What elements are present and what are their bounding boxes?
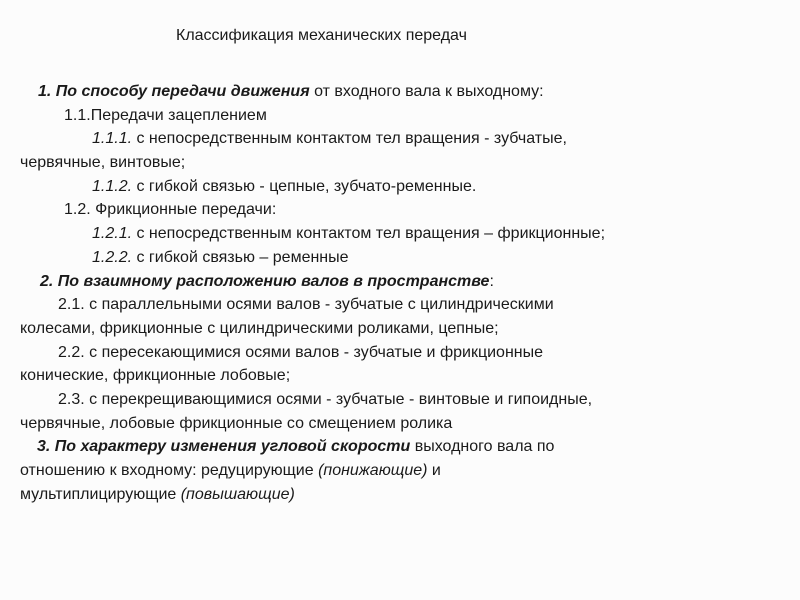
item-1-1-2-number: 1.1.2. [92, 177, 133, 195]
section-3-line-3-text: мультиплицирующие [20, 485, 181, 503]
item-1-1-2 [20, 175, 780, 199]
item-2-1: 2.1. с параллельными осями валов - зубчатые с цилиндрическими [58, 296, 554, 314]
slide-title: Классификация механических передач [176, 27, 467, 44]
section-1-heading [20, 80, 780, 104]
item-1-1-1-number: 1.1.1. [92, 130, 133, 148]
item-2-2: 2.2. с пересекающимися осями валов - зубчатые и фрикционные [58, 343, 544, 361]
section-1-emphasis: По способу передачи движения [55, 83, 310, 100]
item-2-3-continuation: червячные, лобовые фрикционные со смещением ролика [20, 414, 453, 432]
item-1-2-1-number: 1.2.1. [92, 225, 133, 243]
item-1-1-1 [20, 127, 780, 151]
item-1-2-2-text: с гибкой связью – ременные [132, 248, 349, 266]
section-2-heading [20, 270, 780, 294]
item-1-2-2-number: 1.2.2. [92, 248, 133, 266]
section-3-line-2-text: отношению к входному: редуцирующие [20, 462, 319, 479]
classification-list [20, 80, 780, 506]
section-1-number: 1. [38, 83, 56, 100]
item-2-2-continuation: конические, фрикционные лобовые; [20, 367, 291, 385]
item-1-1-1-continuation: червячные, винтовые; [20, 154, 186, 172]
section-1-rest: от входного вала к выходному: [309, 83, 544, 100]
item-1-1-1-text: с непосредственным контактом тел вращения - зубчатые, [132, 130, 567, 148]
section-3-heading [20, 435, 780, 459]
item-2-1-continuation: колесами, фрикционные с цилиндрическими роликами, цепные; [20, 319, 499, 337]
item-1-2-1 [20, 222, 780, 246]
section-3-line-3-emphasis: (повышающие) [180, 485, 295, 503]
item-1-2: 1.2. Фрикционные передачи: [64, 201, 277, 219]
section-2-emphasis: 2. По взаимному расположению валов в пространстве [40, 272, 490, 290]
section-2-rest: : [489, 272, 494, 290]
item-1-1: 1.1.Передачи зацеплением [64, 106, 267, 124]
section-3-rest: выходного вала по [410, 438, 555, 456]
section-3-line-2-end: и [427, 462, 441, 479]
section-3-line-3 [20, 483, 780, 507]
item-1-1-2-text: с гибкой связью - цепные, зубчато-ременные. [132, 177, 477, 195]
item-2-3: 2.3. с перекрещивающимися осями - зубчатые - винтовые и гипоидные, [58, 390, 593, 408]
section-3-line-2-emphasis: (понижающие) [318, 462, 428, 479]
item-1-2-2 [20, 246, 780, 270]
item-1-2-1-text: с непосредственным контактом тел вращения – фрикционные; [132, 225, 606, 243]
section-3-emphasis: 3. По характеру изменения угловой скорости [37, 438, 411, 456]
section-3-line-2 [20, 459, 780, 483]
